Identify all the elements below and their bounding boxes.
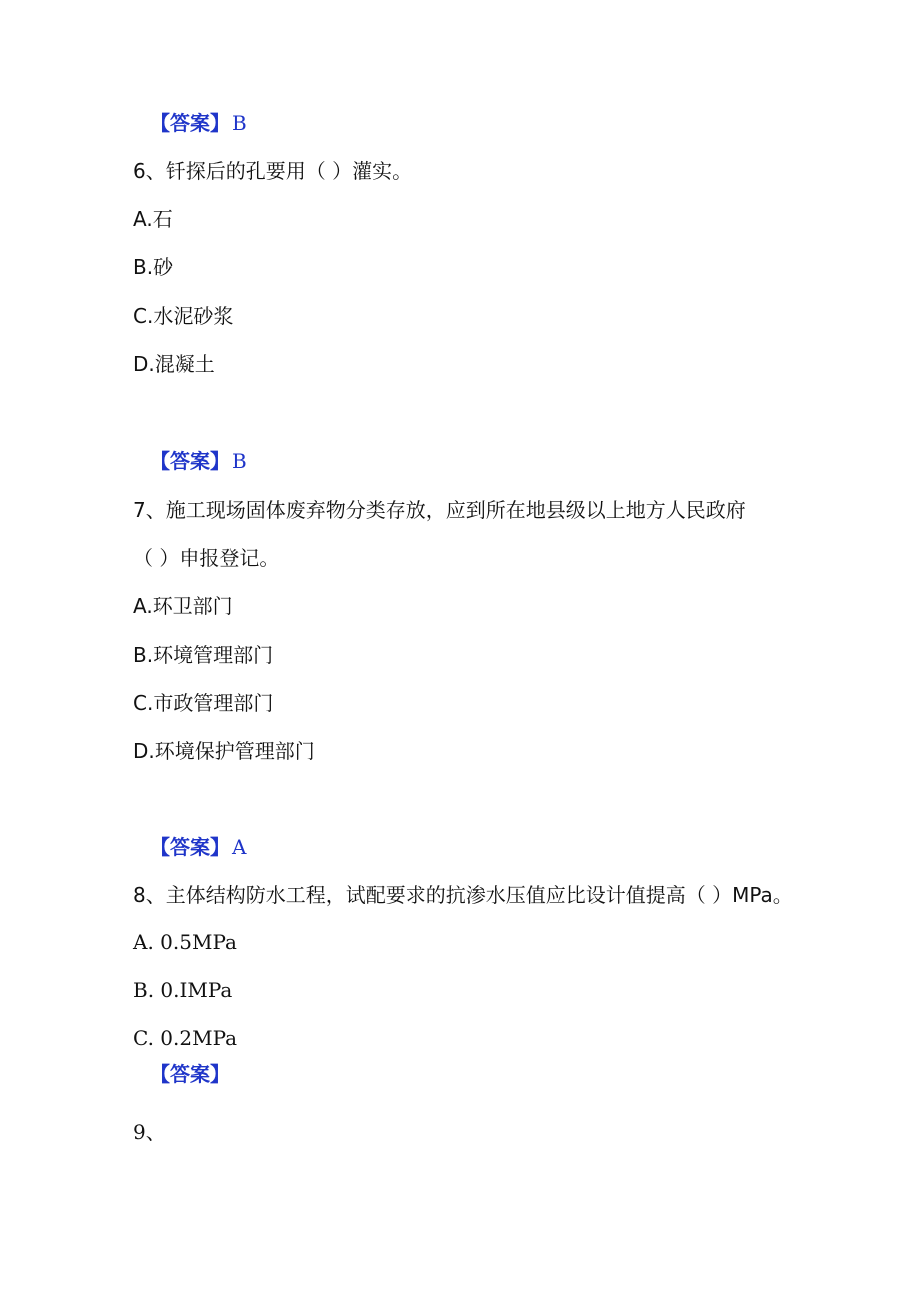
answer-line xyxy=(150,448,247,474)
option-c: C. 0.2MPa xyxy=(133,1026,238,1050)
question-7: 7、施工现场固体废弃物分类存放，应到所在地县级以上地方人民政府 xyxy=(133,498,746,522)
option-a: A.环卫部门 xyxy=(133,594,233,618)
answer-label: 【答案】 xyxy=(150,835,230,859)
question-9: 9、 xyxy=(133,1120,166,1144)
option-a: A.石 xyxy=(133,207,173,231)
answer-line xyxy=(150,110,247,136)
option-b: B. 0.IMPa xyxy=(133,978,233,1002)
option-a: A. 0.5MPa xyxy=(133,930,237,954)
answer-label: 【答案】 xyxy=(150,111,230,135)
answer-label: 【答案】 xyxy=(150,449,230,473)
option-b: B.环境管理部门 xyxy=(133,643,274,667)
answer-value: B xyxy=(232,449,247,473)
option-d: D.环境保护管理部门 xyxy=(133,739,315,763)
answer-value: A xyxy=(232,835,247,859)
answer-line xyxy=(150,834,246,860)
option-c: C.水泥砂浆 xyxy=(133,304,234,328)
question-6: 6、钎探后的孔要用（ ）灌实。 xyxy=(133,159,413,183)
answer-label: 【答案】 xyxy=(150,1062,230,1086)
option-b: B.砂 xyxy=(133,255,174,279)
answer-line xyxy=(150,1061,232,1087)
option-c: C.市政管理部门 xyxy=(133,691,274,715)
question-8: 8、主体结构防水工程，试配要求的抗渗水压值应比设计值提高（ ）MPa。 xyxy=(133,883,793,907)
answer-value: B xyxy=(232,111,247,135)
question-7-continued: （ ）申报登记。 xyxy=(133,546,280,570)
option-d: D.混凝土 xyxy=(133,352,215,376)
